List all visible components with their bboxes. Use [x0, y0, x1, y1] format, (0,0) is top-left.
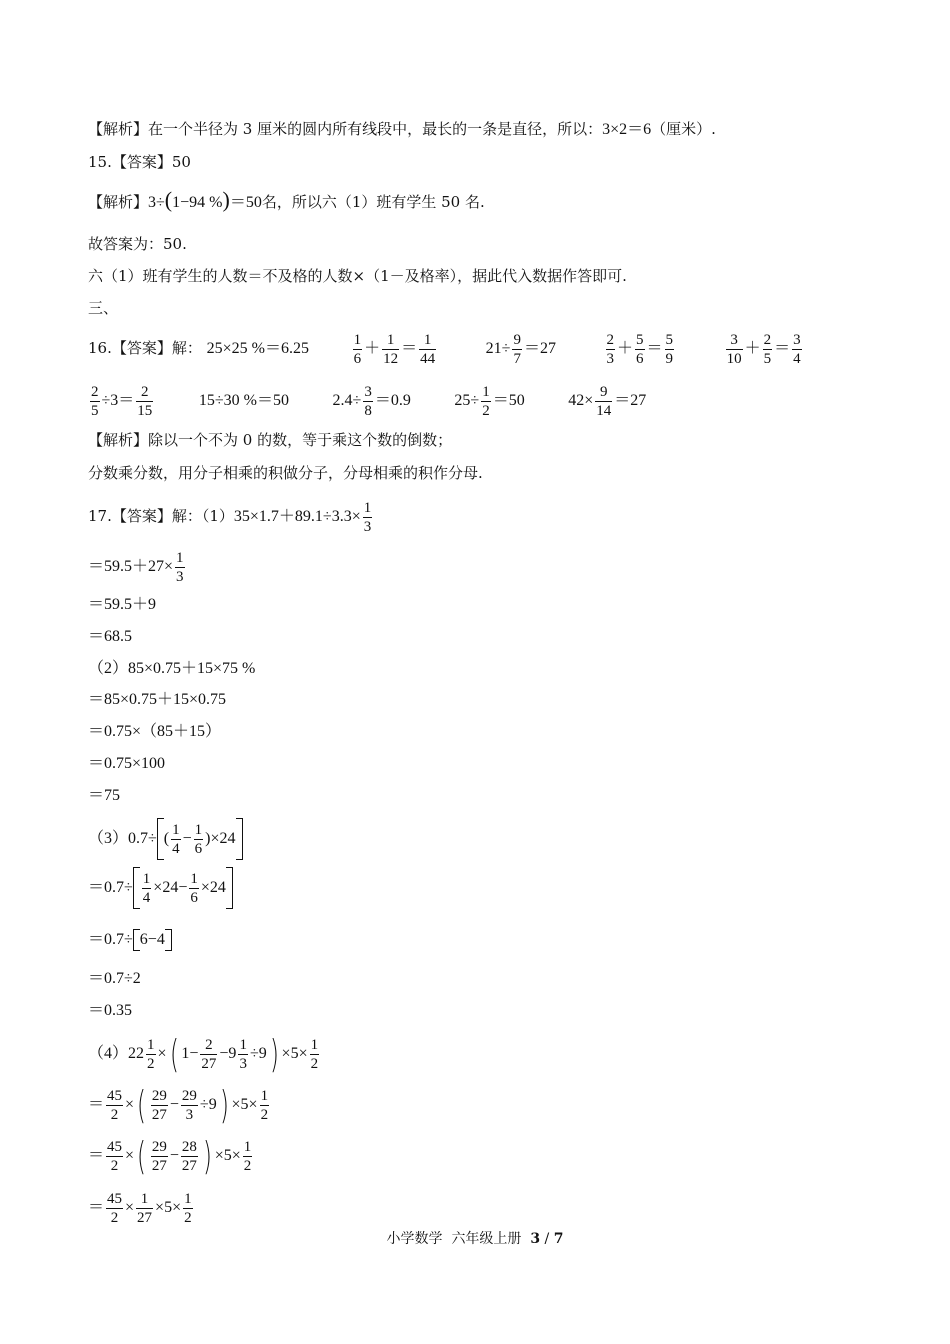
q15-conclusion: 故答案为：50. [88, 235, 187, 253]
equation-9: 25÷ $\frac{1}{2}$ ＝50 [454, 383, 525, 419]
q17-p3-step1: ＝0.7÷ $\frac{1}{4}$ ×24− $\frac{1}{6}$ ×24 [88, 864, 233, 911]
page-footer [0, 1228, 950, 1248]
page-total: 7 [553, 1231, 564, 1247]
page-separator: / [544, 1231, 550, 1247]
answer-label: 17.【答案】解：（1） [88, 507, 234, 525]
answer-label: 16.【答案】解： [88, 339, 202, 357]
math-expr: 35×1.7＋89.1÷3.3× [233, 508, 361, 525]
q17-p4-expr: （4）22 $\frac{1}{2}$ ×( 1− $\frac{2}{27}$ −9 $\frac{1}{3}$ ÷9) ×5× $\frac{1}{2}$ [88, 1032, 319, 1076]
analysis-label: 【解析】 [88, 431, 149, 449]
equation-2: $\frac{1}{6}$ ＋ $\frac{1}{12}$ ＝ $\frac{1}{44}$ [353, 331, 436, 367]
math-part: 3÷ [148, 194, 165, 211]
analysis-text: 名，所以六（1）班有学生 50 名. [261, 193, 485, 211]
q17-p4-step3: ＝ $\frac{45}{2}$ × $\frac{1}{27}$ ×5× $\frac{1}{2}$ [88, 1190, 192, 1226]
page-number: 3 [530, 1231, 541, 1247]
equation-6: $\frac{2}{5}$ ÷3＝ $\frac{2}{15}$ [91, 383, 153, 419]
q17-p2-step2: ＝0.75×（85＋15） [88, 723, 222, 740]
q17-p3-step2: ＝0.7÷ 6−4 [88, 926, 172, 953]
q17-p4-step2: ＝ $\frac{45}{2}$ ×( $\frac{29}{27}$ − $\frac{28}{27}$ ) ×5× $\frac{1}{2}$ [88, 1134, 252, 1178]
q16-row-2 [88, 378, 646, 423]
math-part: 1−94 % [172, 194, 223, 211]
section-heading: 三、 [88, 299, 119, 317]
equation-8: 2.4÷ $\frac{3}{8}$ ＝0.9 [332, 383, 411, 419]
q17-p2-expr: （2）85×0.75＋15×75 % [88, 660, 256, 677]
fraction: $\frac{1}{3}$ [363, 499, 372, 535]
equation-5: $\frac{3}{10}$ ＋ $\frac{2}{5}$ ＝ $\frac{3}{4}$ [726, 331, 801, 367]
equation-1: 25×25 %＝6.25 [206, 340, 309, 357]
analysis-label: 【解析】 [88, 193, 149, 211]
paren-open: ( [164, 187, 173, 212]
q17-p3-step3: ＝0.7÷2 [88, 970, 141, 987]
q16-analysis-2: 分数乘分数，用分子相乘的积做分子，分母相乘的积作分母. [88, 464, 483, 482]
q17-p2-step4: ＝75 [88, 787, 121, 804]
q14-analysis [88, 119, 716, 140]
equation-10: 42× $\frac{9}{14}$ ＝27 [568, 383, 647, 419]
math-part: ＝50 [229, 194, 262, 211]
q17-p1-step1: ＝59.5＋27× $\frac{1}{3}$ [88, 549, 184, 585]
q15-method: 六（1）班有学生的人数＝不及格的人数×（1－及格率），据此代入数据作答即可. [88, 267, 627, 285]
q17-p1-step3: ＝68.5 [88, 628, 133, 645]
unit-text: （厘米）. [651, 120, 716, 138]
q16-row-1 [88, 326, 804, 371]
q17-p2-step3: ＝0.75×100 [88, 755, 166, 772]
q16-analysis-1 [88, 430, 452, 450]
q15-answer: 15.【答案】50 [88, 153, 191, 171]
footer-subject: 小学数学 [386, 1231, 443, 1247]
equation-7: 15÷30 %＝50 [198, 392, 289, 409]
analysis-label: 【解析】 [88, 120, 149, 138]
q17-p2-step1: ＝85×0.75＋15×0.75 [88, 691, 227, 708]
q15-analysis [88, 187, 485, 213]
analysis-text: 在一个半径为 3 厘米的圆内所有线段中，最长的一条是直径，所以： [148, 120, 603, 138]
q17-p3-step4: ＝0.35 [88, 1002, 133, 1019]
footer-grade: 六年级上册 [451, 1231, 522, 1247]
paren-close: ) [222, 187, 230, 212]
analysis-text: 除以一个不为 0 的数，等于乘这个数的倒数； [148, 431, 453, 449]
q17-p1-step2: ＝59.5＋9 [88, 596, 157, 613]
q17-p1-expr [88, 494, 374, 539]
equation-3: 21÷ $\frac{9}{7}$ ＝27 [485, 331, 556, 367]
equation-4: $\frac{2}{3}$ ＋ $\frac{5}{6}$ ＝ $\frac{5}{9}$ [606, 331, 674, 367]
math-calc: 3×2＝6 [602, 121, 652, 138]
q17-p4-step1: ＝ $\frac{45}{2}$ ×( $\frac{29}{27}$ − $\frac{29}{3}$ ÷9) ×5× $\frac{1}{2}$ [88, 1083, 269, 1127]
q17-p3-expr: （3）0.7÷ ( $\frac{1}{4}$ − $\frac{1}{6}$ )×24 [88, 815, 243, 862]
